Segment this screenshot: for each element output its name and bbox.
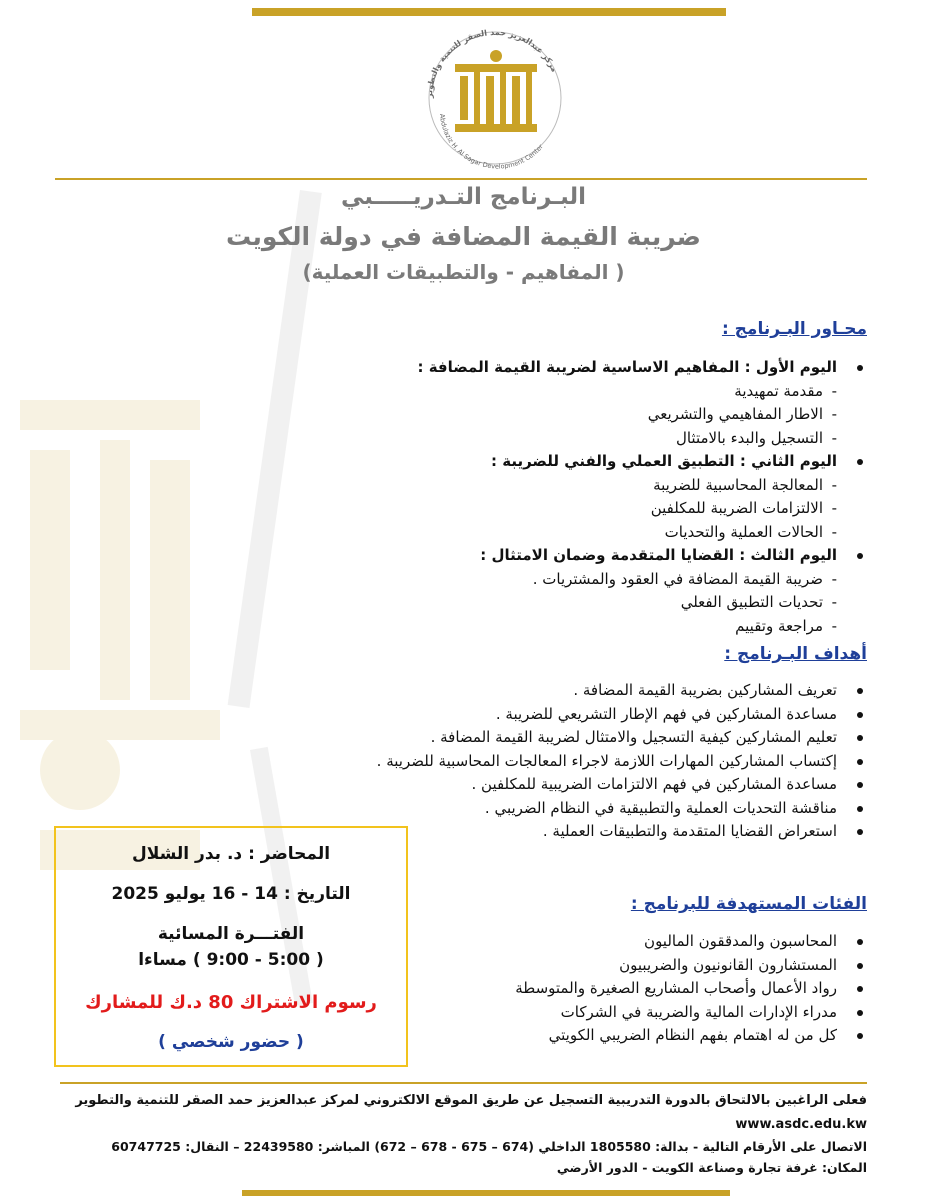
- list-item: - الحالات العملية والتحديات: [664, 522, 837, 541]
- axes-heading: محـاور البـرنامج :: [721, 319, 867, 339]
- bullet-icon: [857, 782, 863, 788]
- bottom-gold-bar: [242, 1190, 730, 1196]
- bullet-icon: [857, 365, 863, 371]
- svg-text:Abdulaziz H. Al Sagar Developm: Abdulaziz H. Al Sagar Development Center: [437, 113, 545, 171]
- bullet-icon: [857, 806, 863, 812]
- bullet-icon: [857, 735, 863, 741]
- date-text: التاريخ : 14 - 16 يوليو 2025: [111, 884, 351, 904]
- attendance-mode-text: ( حضور شخصي ): [158, 1032, 304, 1052]
- bullet-icon: [857, 553, 863, 559]
- list-item: كل من له اهتمام بفهم النظام الضريبي الكويتي: [515, 1024, 867, 1048]
- center-logo: [400, 26, 580, 178]
- svg-text:مركز عبدالعزيز حمد الصقر للتنم: مركز عبدالعزيز حمد الصقر للتنمية والتطوير: [424, 27, 560, 99]
- list-item: - تحديات التطبيق الفعلي: [680, 593, 837, 611]
- info-box: [54, 826, 408, 1067]
- list-item: مساعدة المشاركين في فهم الالتزامات الضريبية للمكلفين .: [377, 773, 867, 797]
- lecturer-text: المحاضر : د. بدر الشلال: [131, 844, 331, 864]
- bullet-icon: [857, 829, 863, 835]
- day-1-title: اليوم الأول : المفاهيم الاساسية لضريبة القيمة المضافة :: [417, 356, 867, 380]
- list-item: مناقشة التحديات العملية والتطبيقية في النظام الضريبي .: [377, 797, 867, 821]
- list-item: المستشارون القانونيون والضريبيون: [515, 954, 867, 978]
- goals-heading: أهداف البـرنامج :: [724, 644, 867, 664]
- list-item: تعليم المشاركين كيفية التسجيل والامتثال لضريبة القيمة المضافة .: [377, 726, 867, 750]
- list-item: - ضريبة القيمة المضافة في العقود والمشتريات .: [532, 569, 837, 588]
- list-item: - المعالجة المحاسبية للضريبة: [653, 475, 837, 494]
- bullet-icon: [857, 963, 863, 969]
- list-item: استعراض القضايا المتقدمة والتطبيقات العملية .: [377, 820, 867, 844]
- list-item: - الاطار المفاهيمي والتشريعي: [647, 405, 837, 423]
- website-link[interactable]: www.asdc.edu.kw: [735, 1117, 867, 1132]
- registration-note: فعلى الراغبين بالالتحاق بالدورة التدريبية التسجيل عن طريق الموقع الالكتروني لمركز عبدالعزيز حمد الصقر للتنمية والتطوير: [75, 1093, 867, 1108]
- time-text: ( 5:00 - 9:00 ) مساءا: [138, 950, 324, 970]
- program-label: البـرنامج التـدريـــــبي: [340, 184, 587, 210]
- contact-numbers: الاتصال على الأرقام التالية - بدالة: 1805580 الداخلي (674 – 675 - 678 – 672) المباشر: 22439580 – النقال: 60747725: [111, 1139, 867, 1154]
- target-list: [515, 930, 867, 1048]
- program-subtitle: ( المفاهيم - والتطبيقات العملية): [302, 260, 625, 284]
- top-gold-bar: [252, 8, 726, 16]
- bullet-icon: [857, 459, 863, 465]
- list-item: المحاسبون والمدققون الماليون: [515, 930, 867, 954]
- axes-list: [417, 356, 867, 638]
- bullet-icon: [857, 986, 863, 992]
- bullet-icon: [857, 1033, 863, 1039]
- fee-text: رسوم الاشتراك 80 د.ك للمشارك: [85, 992, 377, 1013]
- period-text: الفتـــرة المسائية: [157, 924, 305, 944]
- target-heading: الفئات المستهدفة للبرنامج :: [630, 894, 867, 914]
- day-2-title: اليوم الثاني : التطبيق العملي والفني للضريبة :: [417, 450, 867, 474]
- bullet-icon: [857, 759, 863, 765]
- list-item: - مراجعة وتقييم: [735, 616, 837, 635]
- list-item: إكتساب المشاركين المهارات اللازمة لاجراء المعالجات المحاسبية للضريبة .: [377, 750, 867, 774]
- day-3-title: اليوم الثالث : القضايا المتقدمة وضمان الامتثال :: [417, 544, 867, 568]
- bullet-icon: [857, 688, 863, 694]
- location-text: المكان: غرفة تجارة وصناعة الكويت - الدور الأرضي: [556, 1160, 867, 1175]
- footer-divider: [60, 1082, 867, 1084]
- list-item: تعريف المشاركين بضريبة القيمة المضافة .: [377, 679, 867, 703]
- list-item: - التسجيل والبدء بالامتثال: [675, 428, 837, 447]
- goals-list: [377, 679, 867, 844]
- list-item: مساعدة المشاركين في فهم الإطار التشريعي للضريبة .: [377, 703, 867, 727]
- program-title: ضريبة القيمة المضافة في دولة الكويت: [226, 222, 701, 251]
- list-item: مدراء الإدارات المالية والضريبة في الشركات: [515, 1001, 867, 1025]
- list-item: - الالتزامات الضريبة للمكلفين: [650, 499, 837, 517]
- list-item: رواد الأعمال وأصحاب المشاريع الصغيرة والمتوسطة: [515, 977, 867, 1001]
- list-item: - مقدمة تمهيدية: [734, 381, 837, 400]
- bullet-icon: [857, 1010, 863, 1016]
- bullet-icon: [857, 712, 863, 718]
- bullet-icon: [857, 939, 863, 945]
